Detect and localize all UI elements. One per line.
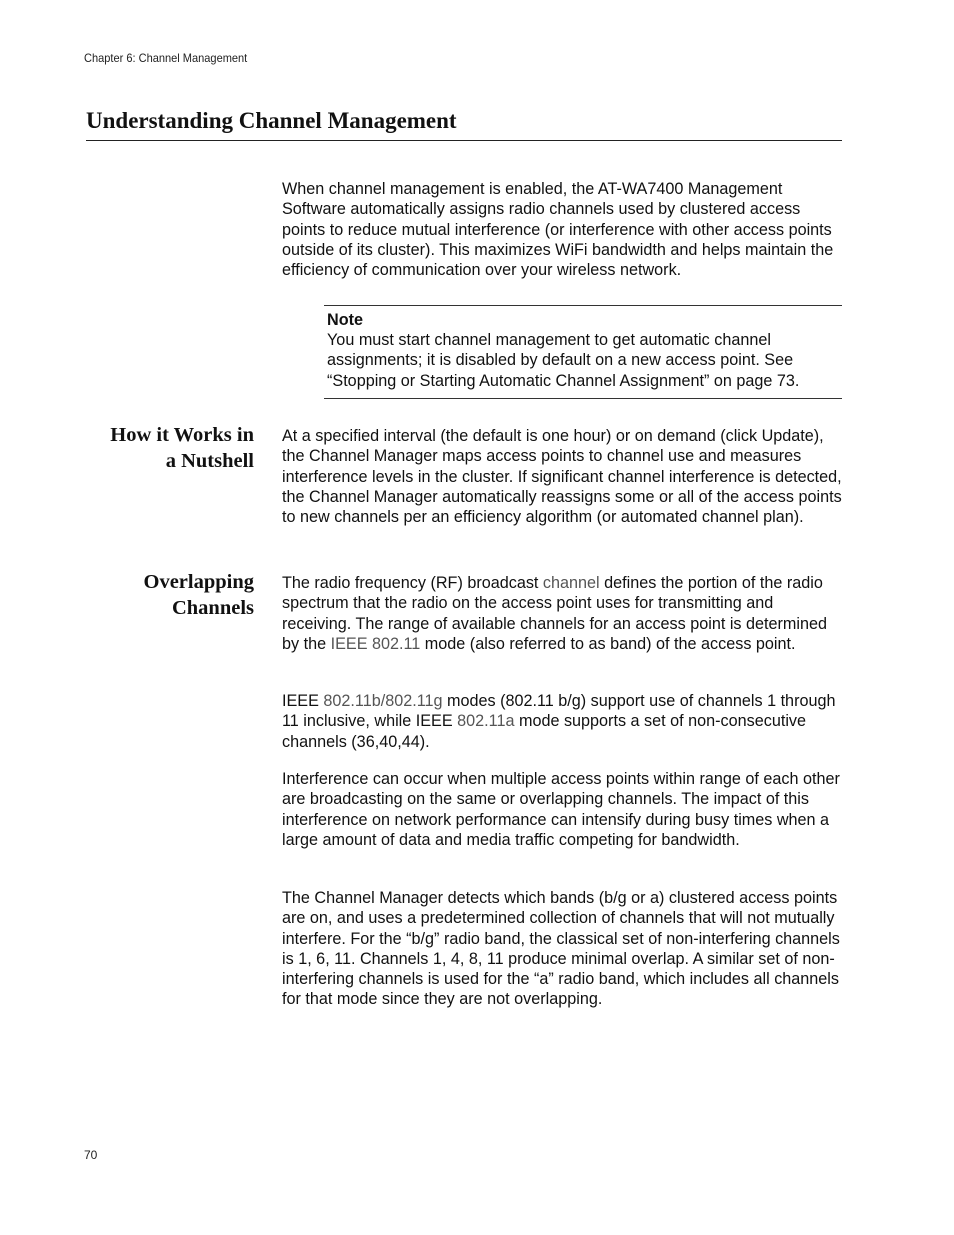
running-header: Chapter 6: Channel Management <box>84 51 248 65</box>
overlapping-heading <box>144 569 255 621</box>
80211bg-link[interactable]: 802.11b/802.11g <box>323 692 443 710</box>
nutshell-heading-line1: How it Works in <box>110 424 254 446</box>
overlapping-paragraph-3: Interference can occur when multiple access points within range of each other are broadcasting on the same or overlapping channels. The impact of this interference on network performance can intensify during busy times when a large amount of data and media traffic competing for bandwidth. <box>282 770 840 849</box>
intro-paragraph: When channel management is enabled, the AT-WA7400 Management Software automatically assigns radio channels used by clustered access points to reduce mutual interference (or interference with other access points outside of its cluster). This maximizes WiFi bandwidth and helps maintain the efficiency of communication over your wireless network. <box>282 180 834 280</box>
page-number: 70 <box>84 1148 98 1162</box>
nutshell-heading <box>110 422 254 474</box>
overlapping-paragraph-1 <box>282 573 844 654</box>
80211a-link[interactable]: 802.11a <box>457 712 515 731</box>
text-run: mode supports a set of non-consecutive channels (36,40,44). <box>282 712 807 751</box>
text-run: mode (also referred to as band) of the access point. <box>420 634 796 653</box>
overlapping-heading-line2: Channels <box>171 597 254 619</box>
ieee-80211-link[interactable]: IEEE 802.11 <box>330 634 421 653</box>
overlapping-paragraph-2 <box>282 691 844 752</box>
overlapping-paragraph-4: The Channel Manager detects which bands (b/g or a) clustered access points are on, and uses a predetermined collection of channels that will not mutually interfere. For the “b/g” radio band, the classical set of non-interfering channels is 1, 6, 11. Channels 1, 4, 8, 11 produce minimal overlap. A similar set of non-interfering channels is used for the “a” radio band, which includes all channels for that mode since they are not overlapping. <box>282 889 840 1009</box>
nutshell-paragraph: At a specified interval (the default is one hour) or on demand (click Update), the Channel Manager maps access points to channel use and measures interference levels in the cluster. If significant channel interference is detected, the Channel Manager automatically reassigns some or all of the access points to new channels per an efficiency algorithm (or automated channel plan). <box>282 427 842 527</box>
note-body: You must start channel management to get automatic channel assignments; it is disabled by default on a new access point. See “Stopping or Starting Automatic Channel Assignment” on page 73. <box>327 331 800 390</box>
channel-link[interactable]: channel <box>542 574 600 592</box>
text-run: modes (802.11 b/g) support use of channels 1 through 11 inclusive, while IEEE <box>282 692 836 731</box>
text-run: IEEE <box>282 692 324 710</box>
note-box <box>324 305 842 399</box>
overlapping-heading-line1: Overlapping <box>143 571 254 593</box>
text-run: The radio frequency (RF) broadcast <box>282 574 543 592</box>
text-run: defines the portion of the radio spectrum that the radio on the access point uses for transmitting and receiving. The range of available channels for an access point is determined by the <box>282 574 827 653</box>
title-rule <box>86 140 842 141</box>
note-title: Note <box>327 311 363 329</box>
section-title: Understanding Channel Management <box>86 108 457 133</box>
nutshell-heading-line2: a Nutshell <box>165 450 254 472</box>
